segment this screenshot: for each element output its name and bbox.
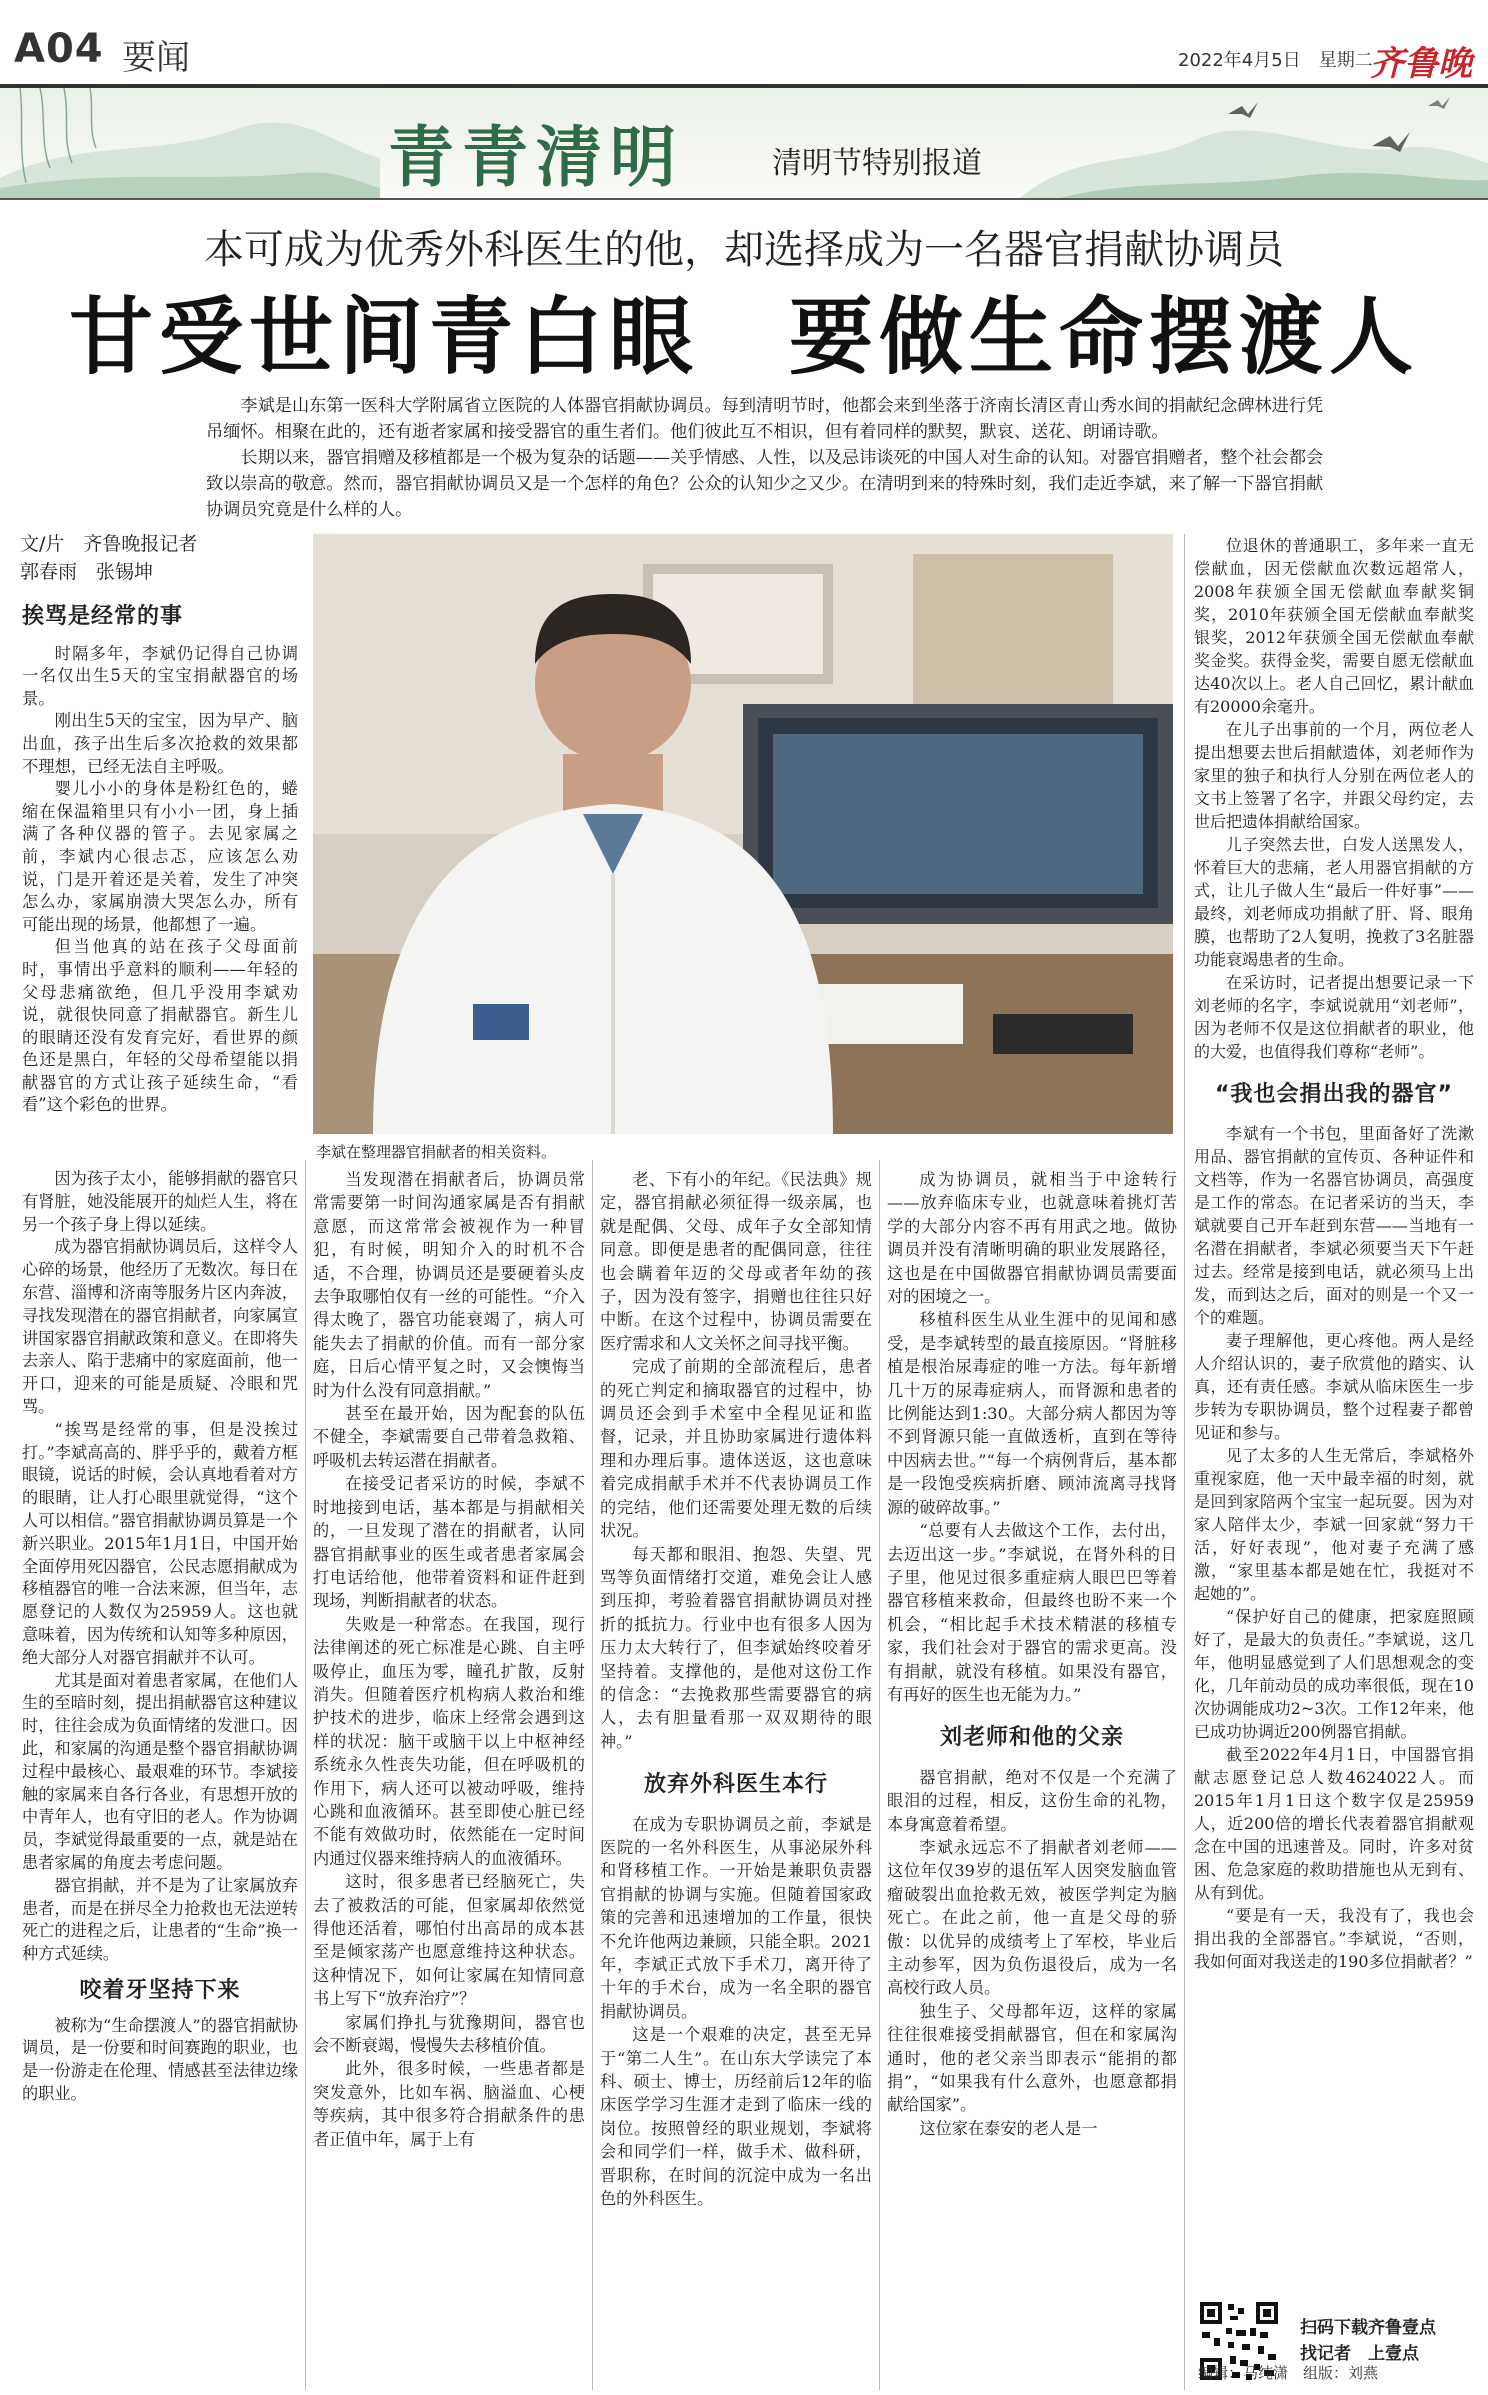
- qr-caption-line: 找记者 上壹点: [1300, 2344, 1419, 2364]
- column-1-top: [22, 600, 298, 1117]
- body-paragraph: 尤其是面对着患者家属，在他们人生的至暗时刻，提出捐献器官这种建议时，往往会成为负面情绪的发泄口。因此，和家属的沟通是整个器官捐献协调过程中最核心、最艰难的环节。李斌接触的家属来自各行各业，有思想开放的中青年人，也有守旧的老人。作为协调员，李斌觉得最重要的一点，就是站在患者家属的角度去考虑问题。: [22, 1670, 298, 1872]
- body-paragraph: 成为器官捐献协调员后，这样令人心碎的场景，他经历了无数次。每日在东营、淄博和济南等服务片区内奔波，寻找发现潜在的器官捐献者，向家属宣讲国家器官捐献政策和意义。在即将失去亲人、陷于悲痛中的家庭面前，他一开口，迎来的可能是质疑、冷眼和咒骂。: [22, 1237, 298, 1416]
- body-paragraph: 但当他真的站在孩子父母面前时，事情出乎意料的顺利——年轻的父母悲痛欲绝，但几乎没用李斌劝说，就很快同意了捐献器官。新生儿的眼睛还没有发育完好，看世界的颜色还是黑白，年轻的父母希望能以捐献器官的方式让孩子延续生命，“看看”这个彩色的世界。: [22, 937, 298, 1115]
- body-paragraph: 截至2022年4月1日，中国器官捐献志愿登记总人数4624022人。而2015年1月1日这个数字仅是25959人，近200倍的增长代表着器官捐献观念在中国的迅速普及。同时，许多对贫困、危急家庭的救助措施也从无到有、从有到优。: [1194, 1745, 1474, 1902]
- body-paragraph: 在成为专职协调员之前，李斌是医院的一名外科医生，从事泌尿外科和肾移植工作。一开始是兼职负责器官捐献的协调与实施。但随着国家政策的完善和迅速增加的工作量，很快不允许他两边兼顾，只能全职。2021年，李斌正式放下手术刀，离开待了十年的手术台，成为一名全职的器官捐献协调员。: [600, 1814, 872, 2021]
- banner-title: 青青清明: [388, 118, 684, 196]
- section-heading: 咬着牙坚持下来: [79, 1977, 241, 2003]
- photo-caption: 李斌在整理器官捐献者的相关资料。: [316, 1143, 557, 1161]
- newspaper-brand: 齐鲁晚: [1370, 44, 1472, 84]
- column-1-bottom: [22, 1168, 298, 2106]
- body-paragraph: 器官捐献，绝对不仅是一个充满了眼泪的过程，相反，这份生命的礼物，本身寓意着希望。: [887, 1767, 1177, 1834]
- body-paragraph: 李斌永远忘不了捐献者刘老师——这位年仅39岁的退伍军人因突发脑血管瘤破裂出血抢救无效，被医学判定为脑死亡。在此之前，他一直是父母的骄傲：以优异的成绩考上了军校，毕业后主动参军，因为负伤退役后，成为一名高校行政人员。: [887, 1837, 1177, 1998]
- banner-subtitle: 清明节特别报道: [772, 146, 982, 181]
- column-5: [1194, 534, 1474, 1973]
- body-paragraph: 在接受记者采访的时候，李斌不时地接到电话，基本都是与捐献相关的，一旦发现了潜在的捐献者，认同器官捐献事业的医生或者患者家属会打电话给他，他带着资料和证件赶到现场，判断捐献者的状态。: [313, 1474, 585, 1611]
- column-2: [313, 1168, 585, 2151]
- body-paragraph: 每天都和眼泪、抱怨、失望、咒骂等负面情绪打交道，难免会让人感到压抑，考验着器官捐献协调员对挫折的抵抗力。行业中也有很多人因为压力太大转行了，但李斌始终咬着牙坚持着。支撑他的，是他对这份工作的信念：“去挽救那些需要器官的病人，去有胆量看那一双双期待的眼神。”: [600, 1544, 872, 1751]
- article-lede: [206, 393, 1338, 523]
- body-paragraph: 刚出生5天的宝宝，因为早产、脑出血，孩子出生后多次抢救的效果都不理想，已经无法自主呼吸。: [22, 711, 298, 776]
- byline: [20, 530, 197, 586]
- body-paragraph: “总要有人去做这个工作，去付出，去迈出这一步。”李斌说，在肾外科的日子里，他见过很多重症病人眼巴巴等着器官移植来救命，但最终也盼不来一个机会，“相比起手术技术精湛的移植专家，我们社会对于器官的需求更高。没有捐献，就没有移植。如果没有器官，有再好的医生也无能为力。”: [887, 1521, 1177, 1704]
- body-paragraph: 被称为“生命摆渡人”的器官捐献协调员，是一份要和时间赛跑的职业，也是一份游走在伦理、情感甚至法律边缘的职业。: [22, 2015, 298, 2104]
- body-paragraph: “要是有一天，我没有了，我也会捐出我的全部器官。”李斌说，“否则，我如何面对我送走的190多位捐献者？”: [1194, 1906, 1474, 1971]
- body-paragraph: 在采访时，记者提出想要记录一下刘老师的名字，李斌说就用“刘老师”，因为老师不仅是这位捐献者的职业，他的大爱，也值得我们尊称“老师”。: [1194, 973, 1474, 1061]
- body-paragraph: 儿子突然去世，白发人送黑发人，怀着巨大的悲痛，老人用器官捐献的方式，让儿子做人生“最后一件好事”——最终，刘老师成功捐献了肝、肾、眼角膜，也帮助了2人复明，挽救了3名脏器功能衰竭患者的生命。: [1194, 835, 1474, 969]
- editor-credits: 编辑：马纯潇 组版：刘燕: [1198, 2364, 1379, 2382]
- body-paragraph: 时隔多年，李斌仍记得自己协调一名仅出生5天的宝宝捐献器官的场景。: [22, 643, 298, 708]
- lede-paragraph: 李斌是山东第一医科大学附属省立医院的人体器官捐献协调员。每到清明节时，他都会来到坐落于济南长清区青山秀水间的捐献纪念碑林进行凭吊缅怀。相聚在此的，还有逝者家属和接受器官的重生者们。他们彼此互不相识，但有着同样的默契，默哀、送花、朗诵诗歌。: [206, 396, 1324, 442]
- section-heading: 刘老师和他的父亲: [939, 1725, 1124, 1751]
- body-paragraph: 老、下有小的年纪。《民法典》规定，器官捐献必须征得一级亲属，也就是配偶、父母、成年子女全部知情同意。即便是患者的配偶同意，往往也会瞒着年迈的父母或者年幼的孩子，因为没有签字，捐赠也往往只好中断。在这个过程中，协调员需要在医疗需求和人文关怀之间寻找平衡。: [600, 1170, 872, 1353]
- qr-caption: [1300, 2315, 1436, 2367]
- article-headline: 甘受世间青白眼 要做生命摆渡人: [68, 287, 1419, 386]
- body-paragraph: 在儿子出事前的一个月，两位老人提出想要去世后捐献遗体，刘老师作为家里的独子和执行人分别在两位老人的文书上签署了名字，并跟父母约定，去世后把遗体捐献给国家。: [1194, 720, 1474, 831]
- section-heading: 挨骂是经常的事: [22, 604, 184, 629]
- qingming-banner: [0, 88, 1488, 198]
- section-heading: “我也会捐出我的器官”: [1215, 1082, 1453, 1107]
- body-paragraph: 此外，很多时候，一些患者都是突发意外，比如车祸、脑溢血、心梗等疾病，其中很多符合捐献条件的患者正值中年，属于上有: [313, 2059, 585, 2149]
- body-paragraph: 器官捐献，并不是为了让家属放弃患者，而是在拼尽全力抢救也无法逆转死亡的进程之后，让患者的“生命”换一种方式延续。: [22, 1875, 298, 1964]
- column-divider: [1184, 534, 1185, 2390]
- body-paragraph: 这时，很多患者已经脑死亡，失去了被救活的可能，但家属却依然觉得他还活着，哪怕付出高昂的成本甚至是倾家荡产也愿意维持这种状态。这种情况下，如何让家属在知情同意书上写下“放弃治疗”？: [313, 1872, 585, 2009]
- doctor-at-computer-photo: [313, 534, 1173, 1134]
- column-3: [600, 1168, 872, 2210]
- banner-landscape-illustration: [0, 88, 1488, 198]
- column-4: [887, 1168, 1177, 2140]
- article-subhead: 本可成为优秀外科医生的他，却选择成为一名器官捐献协调员: [204, 227, 1284, 273]
- body-paragraph: 失败是一种常态。在我国，现行法律阐述的死亡标准是心跳、自主呼吸停止，血压为零，瞳孔扩散，反射消失。但随着医疗机构病人救治和维护技术的进步，临床上经常会遇到这样的状况：脑干或脑干以上中枢神经系统永久性丧失功能，但在呼吸机的作用下，病人还可以被动呼吸，维持心跳和血液循环。甚至即使心脏已经不能有效做功时，依然能在一定时间内通过仪器来维持病人的血液循环。: [313, 1614, 585, 1868]
- body-paragraph: 这是一个艰难的决定，甚至无异于“第二人生”。在山东大学读完了本科、硕士、博士，历经前后12年的临床医学学习生涯才走到了临床一线的岗位。按照曾经的职业规划，李斌将会和同学们一样，做手术、做科研，晋职称，在时间的沉淀中成为一名出色的外科医生。: [600, 2025, 872, 2209]
- body-paragraph: 这位家在泰安的老人是一: [919, 2118, 1098, 2138]
- body-paragraph: 完成了前期的全部流程后，患者的死亡判定和摘取器官的过程中，协调员还会到手术室中全程见证和监督，记录，并且协助家属进行遗体料理和办理后事。遗体送返，这也意味着完成捐献手术并不代表协调员工作的完结，他们还需要处理无数的后续状况。: [600, 1357, 872, 1541]
- body-paragraph: 成为协调员，就相当于中途转行——放弃临床专业，也就意味着挑灯苦学的大部分内容不再有用武之地。做协调员并没有清晰明确的职业发展路径，这也是在中国做器官捐献协调员需要面对的困境之一。: [887, 1170, 1177, 1307]
- body-paragraph: 妻子理解他，更心疼他。两人是经人介绍认识的，妻子欣赏他的踏实、认真，还有责任感。李斌从临床医生一步步转为专职协调员，整个过程妻子都曾见证和参与。: [1194, 1331, 1474, 1442]
- article-photo: [313, 534, 1173, 1134]
- column-divider: [879, 1160, 880, 2390]
- body-paragraph: 位退休的普通职工，多年来一直无偿献血，因无偿献血次数远超常人，2008年获颁全国无偿献血奉献奖铜奖，2010年获颁全国无偿献血奉献奖银奖，2012年获颁全国无偿献血奉献奖金奖。获得金奖，需要自愿无偿献血达40次以上。老人自己回忆，累计献血有20000余毫升。: [1194, 536, 1474, 716]
- body-paragraph: “保护好自己的健康，把家庭照顾好了，是最大的负责任。”李斌说，这几年，他明显感觉到了人们思想观念的变化，几年前动员的成功率很低，现在10次协调能成功2~3次。工作12年来，他已成功协调近200例器官捐献。: [1194, 1607, 1474, 1741]
- body-paragraph: 因为孩子太小，能够捐献的器官只有肾脏，她没能展开的灿烂人生，将在另一个孩子身上得以延续。: [22, 1169, 298, 1234]
- body-paragraph: 见了太多的人生无常后，李斌格外重视家庭，他一天中最幸福的时刻，就是回到家陪两个宝宝一起玩耍。因为对家人陪伴太少，李斌一回家就“努力干活，好好表现”，他对妻子充满了感激，“家里基本都是她在忙，我挺对不起她的”。: [1194, 1446, 1474, 1603]
- byline-authors: 郭春雨 张锡坤: [20, 561, 154, 583]
- body-paragraph: 独生子、父母都年迈，这样的家属往往很难接受捐献器官，但在和家属沟通时，他的老父亲当即表示“能捐的都捐”，“如果我有什么意外，也愿意都捐献给国家”。: [887, 2001, 1177, 2115]
- body-paragraph: 甚至在最开始，因为配套的队伍不健全，李斌需要自己带着急救箱、呼吸机去转运潜在捐献者。: [313, 1404, 585, 1470]
- byline-credit: 文/片 齐鲁晚报记者: [20, 533, 198, 555]
- issue-date: 2022年4月5日 星期二: [1178, 50, 1373, 71]
- section-heading: 放弃外科医生本行: [643, 1772, 828, 1798]
- body-paragraph: 李斌有一个书包，里面备好了洗漱用品、器官捐献的宣传页、各种证件和文档等，作为一名器官协调员，高强度是工作的常态。在记者采访的当天，李斌就要自己开车赶到东营——当地有一名潜在捐献者，李斌必须要当天下午赶过去。经常是接到电话，就必须马上出发，而到达之后，面对的则是一个又一个的难题。: [1194, 1124, 1474, 1327]
- body-paragraph: 家属们挣扎与犹豫期间，器官也会不断衰竭，慢慢失去移植价值。: [313, 2012, 585, 2056]
- body-paragraph: 当发现潜在捐献者后，协调员常常需要第一时间沟通家属是否有捐献意愿，而这常常会被视作为一种冒犯，有时候，明知介入的时机不合适，不合理，协调员还是要硬着头皮去争取哪怕仅有一丝的可能性。“介入得太晚了，器官功能衰竭了，病人可能失去了捐献的价值。而有一部分家庭，日后心情平复之时，又会懊悔当时为什么没有同意捐献。”: [313, 1170, 585, 1400]
- column-divider: [592, 1160, 593, 2390]
- page-code: A04: [14, 26, 104, 72]
- column-divider: [305, 1160, 306, 2390]
- body-paragraph: 婴儿小小的身体是粉红色的，蜷缩在保温箱里只有小小一团，身上插满了各种仪器的管子。去见家属之前，李斌内心很忐忑，应该怎么劝说，门是开着还是关着，发生了冲突怎么办，家属崩溃大哭怎么办，所有可能出现的场景，他都想了一遍。: [22, 779, 298, 934]
- body-paragraph: 移植科医生从业生涯中的见闻和感受，是李斌转型的最直接原因。“肾脏移植是根治尿毒症的唯一方法。每年新增几十万的尿毒症病人，而肾源和患者的比例能达到1:30。大部分病人都因为等不到肾源只能一直做透析，直到在等待中因病去世。”“每一个病例背后，基本都是一段饱受疾病折磨、顾沛流离寻找肾源的破碎故事。”: [887, 1310, 1177, 1517]
- section-name: 要闻: [122, 38, 190, 78]
- qr-caption-line: 扫码下载齐鲁壹点: [1300, 2318, 1436, 2338]
- body-paragraph: “挨骂是经常的事，但是没挨过打。”李斌高高的、胖乎乎的，戴着方框眼镜，说话的时候，会认真地看着对方的眼睛，让人打心眼里就觉得，“这个人可以相信。”器官捐献协调员算是一个新兴职业。2015年1月1日，中国开始全面停用死囚器官，公民志愿捐献成为移植器官的唯一合法来源，但当年，志愿登记的人数仅为25959人。这也就意味着，因为传统和认知等多种原因，绝大部分人对器官捐献并不认可。: [22, 1419, 298, 1667]
- banner-rule: [0, 198, 1488, 200]
- lede-paragraph: 长期以来，器官捐赠及移植都是一个极为复杂的话题——关乎情感、人性，以及忌讳谈死的中国人对生命的认知。对器官捐赠者，整个社会都会致以崇高的敬意。然而，器官捐献协调员又是一个怎样的角色？公众的认知少之又少。在清明到来的特殊时刻，我们走近李斌，来了解一下器官捐献协调员究竟是什么样的人。: [206, 448, 1324, 520]
